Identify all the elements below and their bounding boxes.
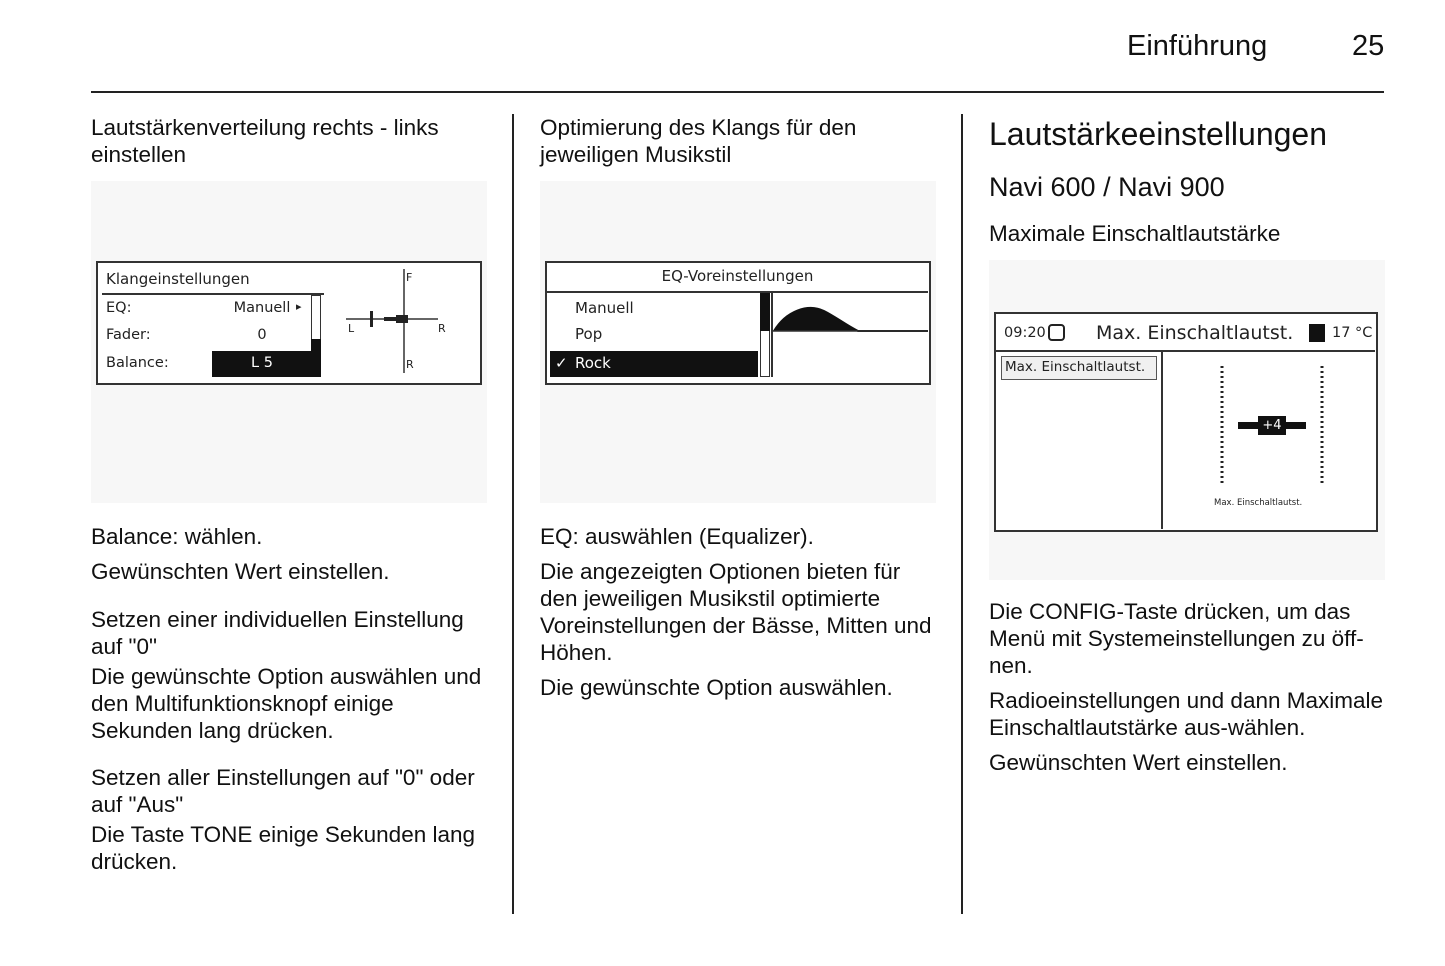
balance-label: Balance: [106,355,169,371]
paragraph: Gewünschten Wert einstellen. [91,559,390,584]
scrollbar-thumb [760,293,770,331]
screen-separator [102,293,324,295]
clock-time: 09:20 [1004,325,1046,341]
paragraph: Die angezeigten Optionen bieten für den jeweiligen Musikstil optimierte Voreinstellungen der Bässe, Mitten und Höhen. [540,559,932,665]
subheading: Setzen einer individuellen Einstellung auf "0" [91,607,464,659]
page-number: 25 [1352,30,1385,62]
navi-screen [994,312,1378,532]
section-title: Lautstärkeeinstellungen [989,116,1328,152]
balance-value: L 5 [251,355,273,371]
section-heading: Lautstärkenverteilung rechts - links einstellen [91,115,439,167]
axis-right-label: R [438,322,446,335]
clock-icon [1048,324,1065,341]
section-heading: Maximale Einschaltlautstärke [989,221,1281,246]
slider-value: +4 [1262,418,1282,433]
klang-screen [96,261,482,385]
column-divider-2 [961,114,963,914]
axis-front-label: F [406,271,413,284]
scrollbar-thumb [311,339,321,377]
navi-figure [989,260,1385,580]
page-header [0,0,1445,95]
section-heading: Optimierung des Klangs für den jeweiligen Musikstil [540,115,857,167]
paragraph: Radioeinstellungen und dann Maximale Einschaltlautstärke aus-wählen. [989,688,1384,740]
list-item: Manuell [575,299,634,317]
screen-title: EQ-Voreinstellungen [661,267,814,285]
klang-figure [91,181,487,503]
paragraph: Die gewünschte Option auswählen und den Multifunktionsknopf einige Sekunden lang drücken. [91,664,482,743]
subheading: Setzen aller Einstellungen auf "0" oder auf "Aus" [91,765,475,817]
paragraph: Die Taste TONE einige Sekunden lang drücken. [91,822,476,874]
chapter-title: Einführung [1127,30,1268,62]
column-1 [91,114,491,875]
slider-caption: Max. Einschaltlautst. [1214,498,1303,508]
list-item-selected: Rock [575,354,611,372]
paragraph: Die gewünschte Option auswählen. [540,675,893,700]
column-divider-1 [512,114,514,914]
eq-curve [772,293,928,333]
temperature: 17 °C [1332,325,1373,341]
paragraph: Gewünschten Wert einstellen. [989,750,1288,775]
header-rule [91,91,1384,93]
eq-label: EQ: [106,300,132,316]
submenu-arrow-icon: ▸ [296,300,302,313]
fader-label: Fader: [106,327,151,343]
axis-rear-label: R [406,358,414,371]
paragraph: Balance: wählen. [91,524,263,549]
eq-value: Manuell [233,300,291,316]
column-3 [989,114,1385,776]
screen-title: Max. Einschaltlautst. [1096,322,1294,344]
eq-screen [545,261,931,385]
column-2 [540,114,940,701]
fader-value: 0 [257,327,267,343]
max-volume-menu-item: Max. Einschaltlautst. [1001,356,1157,380]
axis-left-label: L [348,322,355,335]
screen-title: Klangeinstellungen [106,270,250,288]
paragraph: EQ: auswählen (Equalizer). [540,524,814,549]
thermometer-icon [1309,324,1325,342]
check-icon: ✓ [555,354,568,372]
section-subtitle: Navi 600 / Navi 900 [989,172,1225,202]
paragraph: Die CONFIG-Taste drücken, um das Menü mit Systemeinstellungen zu öff-nen. [989,599,1364,678]
list-item: Pop [575,325,603,343]
eq-figure [540,181,936,503]
